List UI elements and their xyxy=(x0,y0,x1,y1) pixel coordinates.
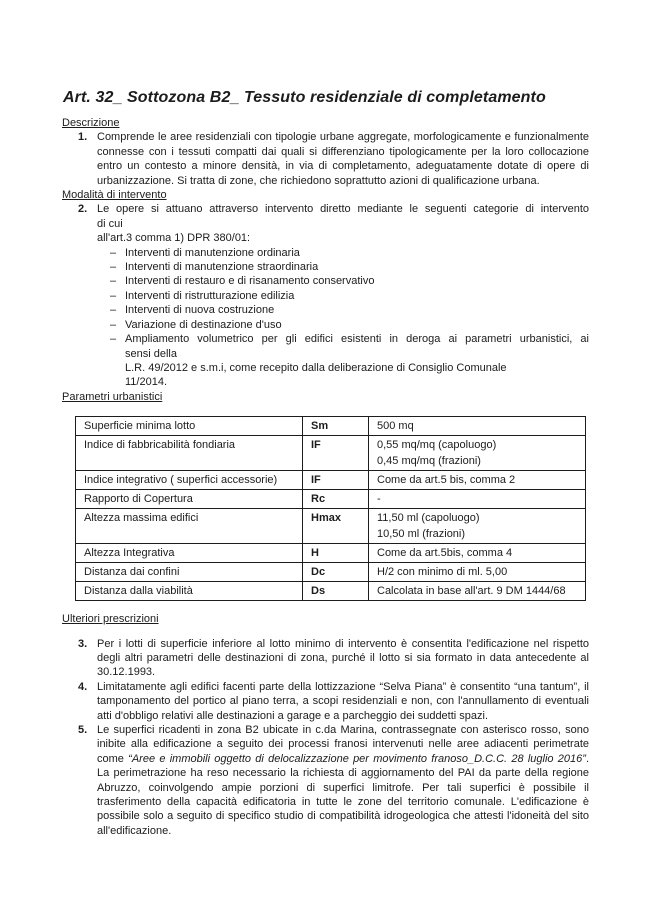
param-value-cell xyxy=(369,544,586,563)
param-label-cell: Altezza Integrativa xyxy=(76,544,303,563)
param-symbol-cell: Hmax xyxy=(303,509,369,544)
text-line: sensi della xyxy=(125,347,177,360)
param-value-line: - xyxy=(377,493,381,506)
text-line: 11/2014. xyxy=(125,376,168,389)
param-value-cell xyxy=(369,436,586,471)
bullet-list xyxy=(97,246,589,390)
param-value-cell xyxy=(369,490,586,509)
bullet-dash: – xyxy=(110,333,117,346)
param-symbol-cell: IF xyxy=(303,471,369,490)
param-value-cell xyxy=(369,471,586,490)
text-line: Interventi di nuova costruzione xyxy=(125,304,275,317)
bullet-text xyxy=(125,332,589,390)
table-row xyxy=(76,490,586,509)
table-row xyxy=(76,544,586,563)
text-line: Le opere si attuano attraverso intervento diretto mediante le seguenti categorie di intervento xyxy=(97,203,589,216)
item-number: 4. xyxy=(78,680,88,693)
text-line: Ampliamento volumetrico per gli edifici esistenti in deroga ai parametri urbanistici, ai xyxy=(125,333,589,346)
param-label-cell: Distanza dalla viabilità xyxy=(76,582,303,601)
text-line: Interventi di manutenzione straordinaria xyxy=(125,261,319,274)
item-text xyxy=(97,637,589,680)
param-symbol-cell: H xyxy=(303,544,369,563)
param-symbol-cell: Dc xyxy=(303,563,369,582)
param-value-line: 10,50 ml (frazioni) xyxy=(377,528,466,541)
param-label-cell: Indice di fabbricabilità fondiaria xyxy=(76,436,303,471)
text-line: Interventi di restauro e di risanamento conservativo xyxy=(125,275,375,288)
ulteriori-items xyxy=(62,637,589,839)
bullet-item xyxy=(97,318,589,332)
numbered-item xyxy=(62,680,589,723)
param-label-cell: Altezza massima edifici xyxy=(76,509,303,544)
param-value-cell xyxy=(369,509,586,544)
numbered-item xyxy=(62,130,589,188)
item-number: 2. xyxy=(78,203,88,216)
param-value-line: 11,50 ml (capoluogo) xyxy=(377,512,480,525)
text-line: Interventi di ristrutturazione edilizia xyxy=(125,289,295,302)
item-text xyxy=(97,130,589,188)
bullet-text xyxy=(125,260,589,274)
text-line: Variazione di destinazione d'uso xyxy=(125,318,282,331)
numbered-item xyxy=(62,202,589,389)
text-part: Per i lotti di superficie inferiore al lotto minimo di intervento è consentita l'edificazione nel rispetto degli altri parametri delle destinazioni di zona, purché il lotto si sia formato in data antecedente al 30.12.1993. xyxy=(97,637,589,679)
bullet-item xyxy=(97,274,589,288)
article-title: Art. 32_ Sottozona B2_ Tessuto residenziale di completamento xyxy=(63,89,546,106)
param-label-cell: Rapporto di Copertura xyxy=(76,490,303,509)
param-symbol-cell: IF xyxy=(303,436,369,471)
bullet-item xyxy=(97,332,589,390)
param-symbol-cell: Sm xyxy=(303,417,369,436)
parametri-table xyxy=(75,416,586,601)
numbered-item xyxy=(62,723,589,838)
text-line: di cui xyxy=(97,217,123,230)
heading-parametri: Parametri urbanistici xyxy=(62,390,163,403)
bullet-text xyxy=(125,289,589,303)
parametri-table-body xyxy=(76,417,586,601)
bullet-dash: – xyxy=(110,261,117,274)
param-value-line: 0,45 mq/mq (frazioni) xyxy=(377,455,481,468)
param-value-cell xyxy=(369,417,586,436)
item-text xyxy=(97,723,589,838)
item-text xyxy=(97,202,589,389)
item-number: 1. xyxy=(78,131,88,144)
param-value-line: 500 mq xyxy=(377,420,414,433)
param-value-cell xyxy=(369,582,586,601)
bullet-item xyxy=(97,246,589,260)
bullet-dash: – xyxy=(110,289,117,302)
heading-ulteriori: Ulteriori prescrizioni xyxy=(62,613,159,626)
heading-modalita: Modalità di intervento xyxy=(62,189,167,202)
text-line: all'art.3 comma 1) DPR 380/01: xyxy=(97,232,251,245)
param-symbol-cell: Rc xyxy=(303,490,369,509)
param-label-cell: Indice integrativo ( superfici accessorie) xyxy=(76,471,303,490)
table-row xyxy=(76,436,586,471)
bullet-item xyxy=(97,289,589,303)
bullet-dash: – xyxy=(110,318,117,331)
param-value-line: Come da art.5bis, comma 4 xyxy=(377,547,513,560)
table-row xyxy=(76,417,586,436)
item-text xyxy=(97,680,589,723)
modalita-item xyxy=(62,202,589,389)
bullet-dash: – xyxy=(110,275,117,288)
table-row xyxy=(76,563,586,582)
table-row xyxy=(76,509,586,544)
bullet-text xyxy=(125,318,589,332)
bullet-item xyxy=(97,260,589,274)
param-value-line: 0,55 mq/mq (capoluogo) xyxy=(377,439,497,452)
param-label-cell: Superficie minima lotto xyxy=(76,417,303,436)
param-value-line: Come da art.5 bis, comma 2 xyxy=(377,474,516,487)
table-row xyxy=(76,471,586,490)
bullet-text xyxy=(125,303,589,317)
text-part: “Aree e immobili oggetto di delocalizzazione per movimento franoso_D.C.C. 28 luglio 2016” xyxy=(128,752,586,765)
text-part: . La perimetrazione ha reso necessario la richiesta di aggiornamento del PAI da parte della regione Abruzzo, coinvolgendo ampie porzioni di superfici limitrofe. Per tali superfici è possibile il trasferimento della capacità edificatoria in tutte le zone del territorio comunale. L'edificazione è possibile solo a seguito di specifico studio di compatibilità idrogeologica che attesti l'idoneità del sito all'edificazione. xyxy=(97,752,589,837)
param-value-line: H/2 con minimo di ml. 5,00 xyxy=(377,566,508,579)
text-line: L.R. 49/2012 e s.m.i, come recepito dalla deliberazione di Consiglio Comunale xyxy=(125,361,507,374)
param-value-line: Calcolata in base all'art. 9 DM 1444/68 xyxy=(377,585,566,598)
param-value-cell xyxy=(369,563,586,582)
bullet-item xyxy=(97,303,589,317)
text-part: Le superfici ricadenti in zona B2 ubicate in c.da Marina, contrassegnate con asterisco rosso, sono inibite alla edificazione a seguito dei processi franosi intervenuti nelle aree adiacenti perimetrate come xyxy=(97,723,589,765)
text-line: Interventi di manutenzione ordinaria xyxy=(125,246,300,259)
item-number: 3. xyxy=(78,637,88,650)
descrizione-items xyxy=(62,130,589,188)
param-symbol-cell: Ds xyxy=(303,582,369,601)
item-number: 5. xyxy=(78,723,88,736)
numbered-item xyxy=(62,637,589,680)
bullet-dash: – xyxy=(110,304,117,317)
bullet-text xyxy=(125,274,589,288)
text-part: Comprende le aree residenziali con tipologie urbane aggregate, morfologicamente e funzionalmente connesse con i tessuti compatti dai quali si differenziano tipologicamente per la loro collocazione entro un contesto a minore densità, in via di completamento, adeguatamente dotate di opere di urbanizzazione. Si tratta di zone, che richiedono soprattutto azioni di qualificazione urbana. xyxy=(97,131,589,187)
heading-descrizione: Descrizione xyxy=(62,117,120,129)
param-label-cell: Distanza dai confini xyxy=(76,563,303,582)
table-row xyxy=(76,582,586,601)
bullet-dash: – xyxy=(110,246,117,259)
text-part: Limitatamente agli edifici facenti parte della lottizzazione “Selva Piana” è consentito “una tantum”, il tamponamento del portico al piano terra, a scopi residenziali e non, con l'annullamento di eventuali atti d'obbligo relativi alle destinazioni a garage e a parcheggio dei suddetti spazi. xyxy=(97,680,589,722)
bullet-text xyxy=(125,246,589,260)
